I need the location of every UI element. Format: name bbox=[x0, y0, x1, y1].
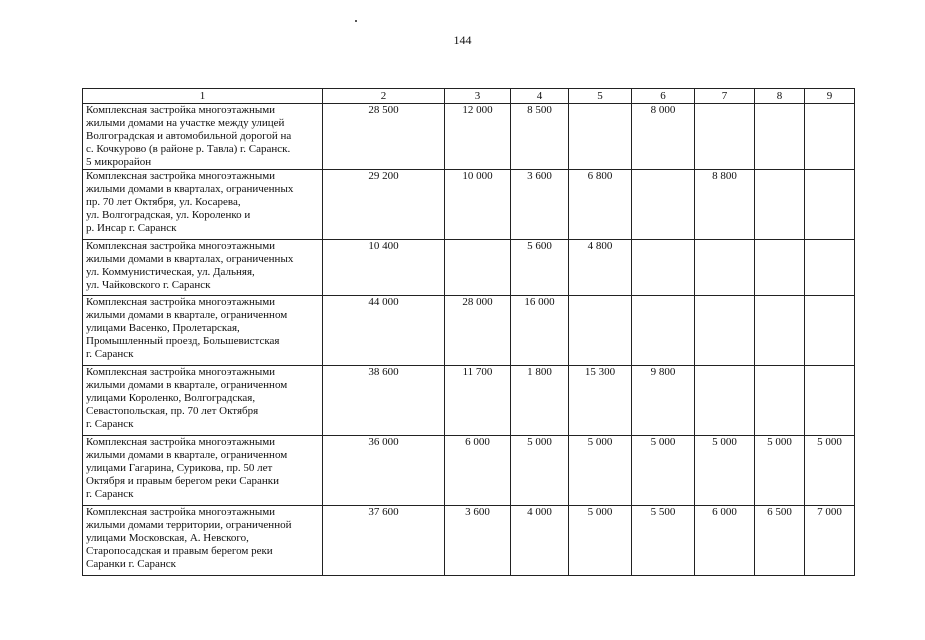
value-cell: 37 600 bbox=[323, 506, 445, 576]
column-header: 1 bbox=[83, 89, 323, 104]
value-cell: 12 000 bbox=[445, 104, 511, 170]
value-cell: 5 000 bbox=[695, 436, 755, 506]
value-cell bbox=[445, 240, 511, 296]
object-name-line: улицами Васенко, Пролетарская, bbox=[86, 322, 240, 334]
object-name-line: улицами Гагарина, Сурикова, пр. 50 лет bbox=[86, 462, 273, 474]
value-cell: 29 200 bbox=[323, 170, 445, 240]
object-name-line: ул. Коммунистическая, ул. Дальняя, bbox=[86, 266, 255, 278]
object-name-line: ул. Чайковского г. Саранск bbox=[86, 279, 211, 291]
object-name-cell bbox=[83, 436, 323, 506]
value-cell: 6 500 bbox=[755, 506, 805, 576]
object-name-line: жилыми домами в квартале, ограниченном bbox=[86, 379, 288, 391]
value-cell: 6 000 bbox=[445, 436, 511, 506]
value-cell bbox=[695, 104, 755, 170]
object-name-line: Комплексная застройка многоэтажными bbox=[86, 366, 276, 378]
value-cell: 28 000 bbox=[445, 296, 511, 366]
object-name-line: Старопосадская и правым берегом реки bbox=[86, 545, 273, 557]
value-cell: 5 500 bbox=[632, 506, 695, 576]
value-cell bbox=[632, 240, 695, 296]
table-row bbox=[83, 436, 855, 506]
value-cell bbox=[569, 296, 632, 366]
column-header: 7 bbox=[695, 89, 755, 104]
object-name-line: Волгоградская и автомобильной дорогой на bbox=[86, 130, 292, 142]
object-name-line: улицами Короленко, Волгоградская, bbox=[86, 392, 256, 404]
value-cell: 5 000 bbox=[511, 436, 569, 506]
table-row bbox=[83, 366, 855, 436]
value-cell bbox=[755, 296, 805, 366]
table-row bbox=[83, 170, 855, 240]
object-name-line: Севастопольская, пр. 70 лет Октября bbox=[86, 405, 259, 417]
object-name-line: г. Саранск bbox=[86, 348, 134, 360]
value-cell: 10 000 bbox=[445, 170, 511, 240]
table-row bbox=[83, 104, 855, 170]
header-row bbox=[83, 89, 855, 104]
investment-table bbox=[82, 88, 855, 576]
object-name-cell bbox=[83, 296, 323, 366]
value-cell bbox=[805, 170, 855, 240]
object-name-line: р. Инсар г. Саранск bbox=[86, 222, 177, 234]
value-cell bbox=[695, 296, 755, 366]
object-name-line: Комплексная застройка многоэтажными bbox=[86, 436, 276, 448]
value-cell: 6 800 bbox=[569, 170, 632, 240]
object-name-line: 5 микрорайон bbox=[86, 156, 152, 168]
object-name-line: ул. Волгоградская, ул. Короленко и bbox=[86, 209, 251, 221]
value-cell bbox=[695, 366, 755, 436]
object-name-cell bbox=[83, 170, 323, 240]
object-name-line: жилыми домами в кварталах, ограниченных bbox=[86, 253, 294, 265]
value-cell: 3 600 bbox=[445, 506, 511, 576]
object-name-cell bbox=[83, 240, 323, 296]
column-header: 8 bbox=[755, 89, 805, 104]
column-header: 9 bbox=[805, 89, 855, 104]
object-name-line: с. Кочкурово (в районе р. Тавла) г. Саранск. bbox=[86, 143, 291, 155]
value-cell: 44 000 bbox=[323, 296, 445, 366]
value-cell: 36 000 bbox=[323, 436, 445, 506]
value-cell bbox=[805, 240, 855, 296]
object-name-cell bbox=[83, 104, 323, 170]
value-cell: 1 800 bbox=[511, 366, 569, 436]
value-cell bbox=[695, 240, 755, 296]
value-cell bbox=[755, 240, 805, 296]
value-cell: 8 800 bbox=[695, 170, 755, 240]
table-body bbox=[83, 104, 855, 576]
value-cell: 9 800 bbox=[632, 366, 695, 436]
object-name-line: Промышленный проезд, Большевистская bbox=[86, 335, 280, 347]
object-name-line: жилыми домами в квартале, ограниченном bbox=[86, 309, 288, 321]
object-name-line: жилыми домами на участке между улицей bbox=[86, 117, 285, 129]
object-name-line: Комплексная застройка многоэтажными bbox=[86, 296, 276, 308]
object-name-line: г. Саранск bbox=[86, 418, 134, 430]
value-cell bbox=[632, 170, 695, 240]
value-cell: 4 800 bbox=[569, 240, 632, 296]
object-name-line: улицами Московская, А. Невского, bbox=[86, 532, 249, 544]
value-cell: 5 000 bbox=[632, 436, 695, 506]
object-name-line: жилыми домами в кварталах, ограниченных bbox=[86, 183, 294, 195]
column-header: 6 bbox=[632, 89, 695, 104]
value-cell: 11 700 bbox=[445, 366, 511, 436]
object-name-cell bbox=[83, 506, 323, 576]
value-cell: 7 000 bbox=[805, 506, 855, 576]
value-cell bbox=[755, 170, 805, 240]
object-name-line: Октября и правым берегом реки Саранки bbox=[86, 475, 280, 487]
value-cell: 3 600 bbox=[511, 170, 569, 240]
object-name-line: Комплексная застройка многоэтажными bbox=[86, 240, 276, 252]
column-header: 3 bbox=[445, 89, 511, 104]
value-cell: 6 000 bbox=[695, 506, 755, 576]
page-number: 144 bbox=[453, 33, 472, 47]
column-header: 5 bbox=[569, 89, 632, 104]
value-cell bbox=[805, 366, 855, 436]
value-cell: 8 500 bbox=[511, 104, 569, 170]
value-cell bbox=[569, 104, 632, 170]
object-name-line: Комплексная застройка многоэтажными bbox=[86, 170, 276, 182]
object-name-line: Саранки г. Саранск bbox=[86, 558, 176, 570]
value-cell bbox=[805, 296, 855, 366]
table-row bbox=[83, 296, 855, 366]
scan-speck bbox=[355, 20, 357, 22]
value-cell: 16 000 bbox=[511, 296, 569, 366]
value-cell: 5 000 bbox=[755, 436, 805, 506]
object-name-line: жилыми домами в квартале, ограниченном bbox=[86, 449, 288, 461]
object-name-line: пр. 70 лет Октября, ул. Косарева, bbox=[86, 196, 241, 208]
value-cell: 4 000 bbox=[511, 506, 569, 576]
object-name-line: жилыми домами территории, ограниченной bbox=[86, 519, 292, 531]
value-cell: 8 000 bbox=[632, 104, 695, 170]
value-cell bbox=[755, 366, 805, 436]
value-cell: 5 600 bbox=[511, 240, 569, 296]
object-name-line: г. Саранск bbox=[86, 488, 134, 500]
value-cell: 5 000 bbox=[569, 506, 632, 576]
value-cell: 28 500 bbox=[323, 104, 445, 170]
value-cell: 38 600 bbox=[323, 366, 445, 436]
object-name-line: Комплексная застройка многоэтажными bbox=[86, 506, 276, 518]
value-cell bbox=[632, 296, 695, 366]
table-row bbox=[83, 506, 855, 576]
value-cell: 10 400 bbox=[323, 240, 445, 296]
value-cell: 5 000 bbox=[805, 436, 855, 506]
value-cell bbox=[805, 104, 855, 170]
column-header: 2 bbox=[323, 89, 445, 104]
value-cell: 5 000 bbox=[569, 436, 632, 506]
table-row bbox=[83, 240, 855, 296]
column-header: 4 bbox=[511, 89, 569, 104]
value-cell: 15 300 bbox=[569, 366, 632, 436]
object-name-cell bbox=[83, 366, 323, 436]
object-name-line: Комплексная застройка многоэтажными bbox=[86, 104, 276, 116]
value-cell bbox=[755, 104, 805, 170]
